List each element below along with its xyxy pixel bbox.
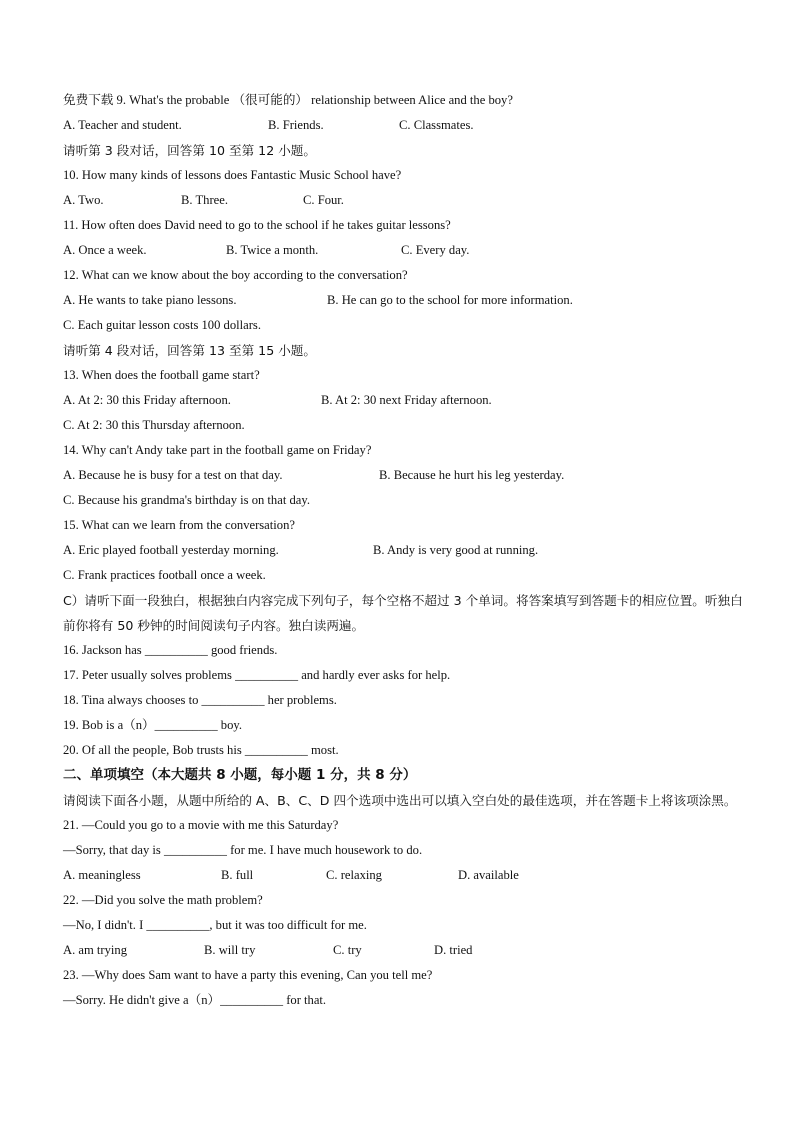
question-23-reply: —Sorry. He didn't give a（n）__________ for that.: [63, 993, 327, 1007]
option-22a: A. am trying: [63, 943, 128, 957]
options-14: [63, 463, 743, 488]
option-21c: C. relaxing: [326, 868, 382, 882]
question-22-reply: —No, I didn't. I __________, but it was too difficult for me.: [63, 918, 367, 932]
options-9: [63, 113, 743, 138]
option-13a: A. At 2: 30 this Friday afternoon.: [63, 393, 231, 407]
option-15a: A. Eric played football yesterday morning.: [63, 543, 279, 557]
question-10: 10. How many kinds of lessons does Fantastic Music School have?: [63, 168, 402, 182]
option-14c: C. Because his grandma's birthday is on that day.: [63, 493, 310, 507]
options-21: [63, 863, 743, 888]
option-14a: A. Because he is busy for a test on that day.: [63, 468, 283, 482]
question-13: 13. When does the football game start?: [63, 368, 260, 382]
option-21d: D. available: [458, 868, 519, 882]
option-21b: B. full: [221, 868, 254, 882]
question-20: 20. Of all the people, Bob trusts his __________ most.: [63, 743, 339, 757]
question-19: 19. Bob is a（n）__________ boy.: [63, 718, 242, 732]
question-15: 15. What can we learn from the conversation?: [63, 518, 295, 532]
option-11b: B. Twice a month.: [226, 243, 319, 257]
question-17: 17. Peter usually solves problems __________ and hardly ever asks for help.: [63, 668, 451, 682]
question-11: 11. How often does David need to go to the school if he takes guitar lessons?: [63, 218, 451, 232]
question-16: 16. Jackson has __________ good friends.: [63, 643, 278, 657]
section-3-instruction: 请听第 3 段对话，回答第 10 至第 12 小题。: [63, 143, 316, 158]
options-22: [63, 938, 743, 963]
option-12a: A. He wants to take piano lessons.: [63, 293, 237, 307]
exam-page: [63, 88, 743, 1013]
options-10: [63, 188, 743, 213]
options-13: [63, 388, 743, 413]
option-9b: B. Friends.: [268, 118, 324, 132]
options-12: [63, 288, 743, 313]
option-13c: C. At 2: 30 this Thursday afternoon.: [63, 418, 245, 432]
question-12: 12. What can we know about the boy according to the conversation?: [63, 268, 408, 282]
option-9a: A. Teacher and student.: [63, 118, 182, 132]
options-15: [63, 538, 743, 563]
option-12c: C. Each guitar lesson costs 100 dollars.: [63, 318, 261, 332]
option-22b: B. will try: [204, 943, 256, 957]
question-23: 23. —Why does Sam want to have a party this evening, Can you tell me?: [63, 968, 433, 982]
part-2-instruction: 请阅读下面各小题，从题中所给的 A、B、C、D 四个选项中选出可以填入空白处的最佳选项，并在答题卡上将该项涂黑。: [63, 793, 737, 808]
question-18: 18. Tina always chooses to __________ her problems.: [63, 693, 337, 707]
options-11: [63, 238, 743, 263]
option-13b: B. At 2: 30 next Friday afternoon.: [321, 393, 492, 407]
question-9: 免费下载 9. What's the probable （很可能的） relationship between Alice and the boy?: [63, 93, 513, 107]
section-4-instruction: 请听第 4 段对话，回答第 13 至第 15 小题。: [63, 343, 316, 358]
option-9c: C. Classmates.: [399, 118, 474, 132]
option-10b: B. Three.: [181, 193, 228, 207]
option-10a: A. Two.: [63, 193, 104, 207]
question-14: 14. Why can't Andy take part in the football game on Friday?: [63, 443, 372, 457]
option-22d: D. tried: [434, 943, 473, 957]
option-15b: B. Andy is very good at running.: [373, 543, 539, 557]
option-15c: C. Frank practices football once a week.: [63, 568, 266, 582]
option-14b: B. Because he hurt his leg yesterday.: [379, 468, 565, 482]
section-c-instruction: C）请听下面一段独白，根据独白内容完成下列句子，每个空格不超过 3 个单词。将答案填写到答题卡的相应位置。听独白前你将有 50 秒钟的时间阅读句子内容。独白读两遍。: [63, 593, 743, 633]
question-21-reply: —Sorry, that day is __________ for me. I have much housework to do.: [63, 843, 423, 857]
option-10c: C. Four.: [303, 193, 344, 207]
option-21a: A. meaningless: [63, 868, 141, 882]
option-12b: B. He can go to the school for more information.: [327, 293, 573, 307]
question-21: 21. —Could you go to a movie with me this Saturday?: [63, 818, 339, 832]
option-22c: C. try: [333, 943, 362, 957]
question-22: 22. —Did you solve the math problem?: [63, 893, 263, 907]
part-2-heading: 二、单项填空（本大题共 8 小题，每小题 1 分，共 8 分）: [63, 767, 417, 783]
option-11c: C. Every day.: [401, 243, 470, 257]
option-11a: A. Once a week.: [63, 243, 147, 257]
